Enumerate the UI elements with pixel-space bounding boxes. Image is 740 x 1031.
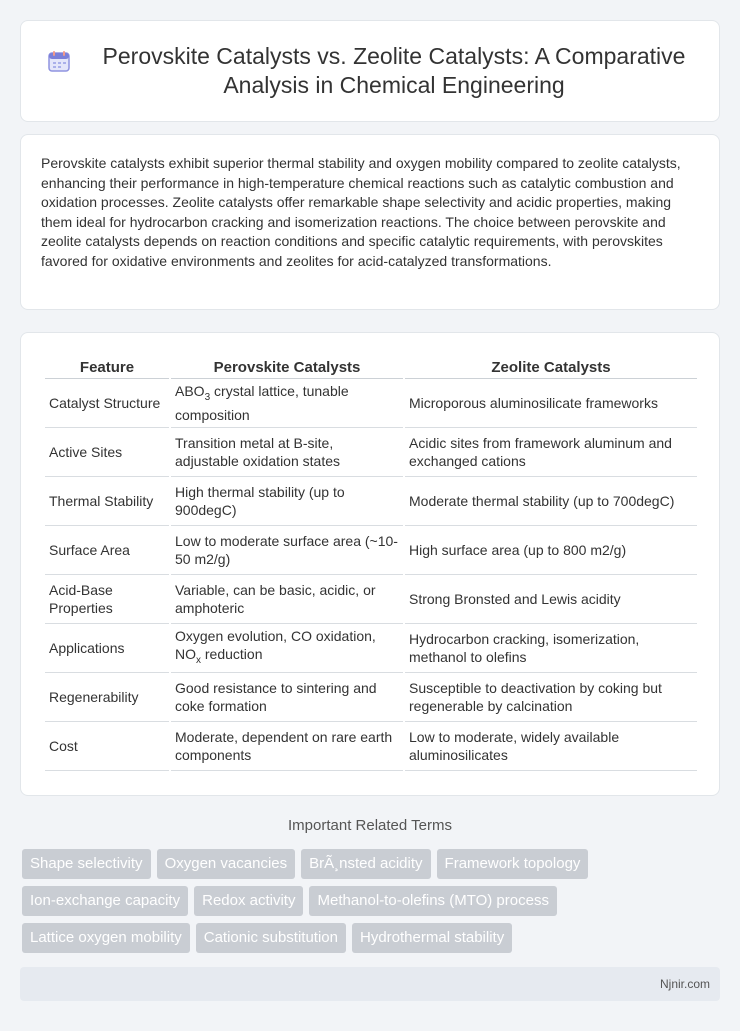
perovskite-cell: High thermal stability (up to 900degC) [171, 477, 403, 526]
perovskite-cell: Oxygen evolution, CO oxidation, $NO_x$ reduction [171, 624, 403, 673]
zeolite-cell: High surface area (up to 800 m2/g) [405, 526, 697, 575]
table-header-row [45, 353, 697, 379]
column-header-perovskite: Perovskite Catalysts [171, 353, 403, 379]
perovskite-cell: $ABO_3$ crystal lattice, tunable composition [171, 379, 403, 428]
perovskite-cell: Moderate, dependent on rare earth components [171, 722, 403, 771]
summary-text: Perovskite catalysts exhibit superior thermal stability and oxygen mobility compared to zeolite catalysts, enhancing their performance in high-temperature chemical reactions such as catalytic combustion and oxidation processes. Zeolite catalysts offer remarkable shape selectivity and acidic properties, making them ideal for hydrocarbon cracking and isomerization reactions. The choice between perovskite and zeolite catalysts depends on reaction conditions and specific catalytic requirements, with perovskites favored for oxidative environments and zeolites for acid-catalyzed transformations. [41, 155, 681, 269]
feature-cell: Applications [45, 624, 169, 673]
term-tag[interactable]: Ion-exchange capacity [22, 886, 188, 916]
feature-cell: Regenerability [45, 673, 169, 722]
term-tag[interactable]: Cationic substitution [196, 923, 346, 953]
zeolite-cell: Hydrocarbon cracking, isomerization, methanol to olefins [405, 624, 697, 673]
feature-cell: Acid-Base Properties [45, 575, 169, 624]
footer-site-link[interactable]: Njnir.com [659, 977, 710, 991]
comparison-table-card [20, 332, 720, 796]
title-card [20, 20, 720, 122]
term-tag[interactable]: Shape selectivity [22, 849, 151, 879]
feature-cell: Thermal Stability [45, 477, 169, 526]
page-title: Perovskite Catalysts vs. Zeolite Catalysts: A Comparative Analysis in Chemical Engineering [102, 43, 686, 98]
summary-card [20, 134, 720, 310]
footer [20, 967, 720, 1001]
term-tag[interactable]: Redox activity [194, 886, 303, 916]
column-header-zeolite: Zeolite Catalysts [405, 353, 697, 379]
zeolite-cell: Susceptible to deactivation by coking but regenerable by calcination [405, 673, 697, 722]
table-row [45, 526, 697, 575]
table-row [45, 379, 697, 428]
perovskite-cell: Good resistance to sintering and coke formation [171, 673, 403, 722]
zeolite-cell: Low to moderate, widely available aluminosilicates [405, 722, 697, 771]
term-tag[interactable]: Framework topology [437, 849, 589, 879]
perovskite-cell: Transition metal at B-site, adjustable oxidation states [171, 428, 403, 477]
term-tag[interactable]: Methanol-to-olefins (MTO) process [309, 886, 556, 916]
term-tag[interactable]: Oxygen vacancies [157, 849, 296, 879]
table-row [45, 428, 697, 477]
term-tag[interactable]: Hydrothermal stability [352, 923, 512, 953]
table-row [45, 624, 697, 673]
feature-cell: Surface Area [45, 526, 169, 575]
feature-cell: Catalyst Structure [45, 379, 169, 428]
column-header-feature: Feature [45, 353, 169, 379]
zeolite-cell: Acidic sites from framework aluminum and exchanged cations [405, 428, 697, 477]
zeolite-cell: Strong Bronsted and Lewis acidity [405, 575, 697, 624]
perovskite-cell: Low to moderate surface area (~10-50 m2/g) [171, 526, 403, 575]
table-row [45, 477, 697, 526]
perovskite-cell: Variable, can be basic, acidic, or amphoteric [171, 575, 403, 624]
feature-cell: Cost [45, 722, 169, 771]
term-tag[interactable]: BrÃ¸nsted acidity [301, 849, 430, 879]
related-terms-list [22, 849, 682, 953]
feature-cell: Active Sites [45, 428, 169, 477]
related-terms-heading: Important Related Terms [288, 817, 452, 834]
comparison-table [43, 353, 699, 771]
zeolite-cell: Moderate thermal stability (up to 700degC) [405, 477, 697, 526]
table-row [45, 575, 697, 624]
table-row [45, 722, 697, 771]
table-row [45, 673, 697, 722]
term-tag[interactable]: Lattice oxygen mobility [22, 923, 190, 953]
zeolite-cell: Microporous aluminosilicate frameworks [405, 379, 697, 428]
